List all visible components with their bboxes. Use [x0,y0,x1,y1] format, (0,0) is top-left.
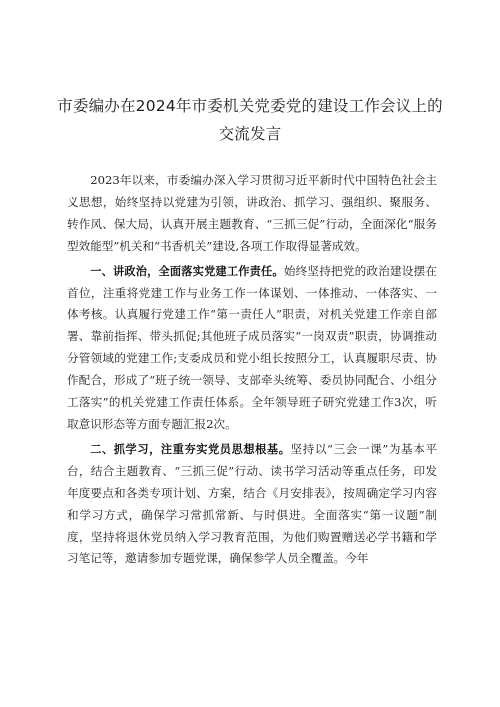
section-1-heading: 一、讲政治，全面落实党建工作责任。 [90,264,284,278]
title-line-1: 市委编办在2024年市委机关党委党的建设工作会议上的 [57,97,443,115]
document-body [67,170,437,572]
section-2-text: 坚持以“三会一课”为基本平台，结合主题教育、“三抓三促”行动、读书学习活动等重点任务，印发年度要点和各类专项计划、方案，结合《月安排表》，按周确定学习内容和学习方式，确保学习常抓常新、与时俱进。全面落实“第一议题”制度，坚持将退休党员纳入学习教育范围，为他们购置赠送必学书籍和学习笔记等，邀请参加专题党课，确保参学人员全覆盖。今年 [67,441,437,566]
document-title [40,92,460,148]
section-1-text: 始终坚持把党的政治建设摆在首位，注重将党建工作与业务工作一体谋划、一体推动、一体落实、一体考核。认真履行党建工作“第一责任人”职责，对机关党建工作亲自部署、靠前指挥、带头抓促;其他班子成员落实“一岗双责”职责，协调推动分管领域的党建工作;支委成员和党小组长按照分工，认真履职尽责、协作配合，形成了“班子统一领导、支部牵头统筹、委员协同配合、小组分工落实”的机关党建工作责任体系。全年领导班子研究党建工作3次，听取意识形态等方面专题汇报2次。 [67,263,437,431]
section-2-heading: 二、抓学习，注重夯实党员思想根基。 [90,442,291,456]
section-1-paragraph [67,261,437,436]
section-2-paragraph [67,439,437,570]
title-line-2: 交流发言 [218,125,282,143]
intro-paragraph: 2023年以来，市委编办深入学习贯彻习近平新时代中国特色社会主义思想，始终坚持以党建为引领，讲政治、抓学习、强组织、聚服务、转作风、保大局，认真开展主题教育、“三抓三促”行动，全面深化“服务型效能型”机关和“书香机关”建设,各项工作取得显著成效。 [67,173,437,253]
